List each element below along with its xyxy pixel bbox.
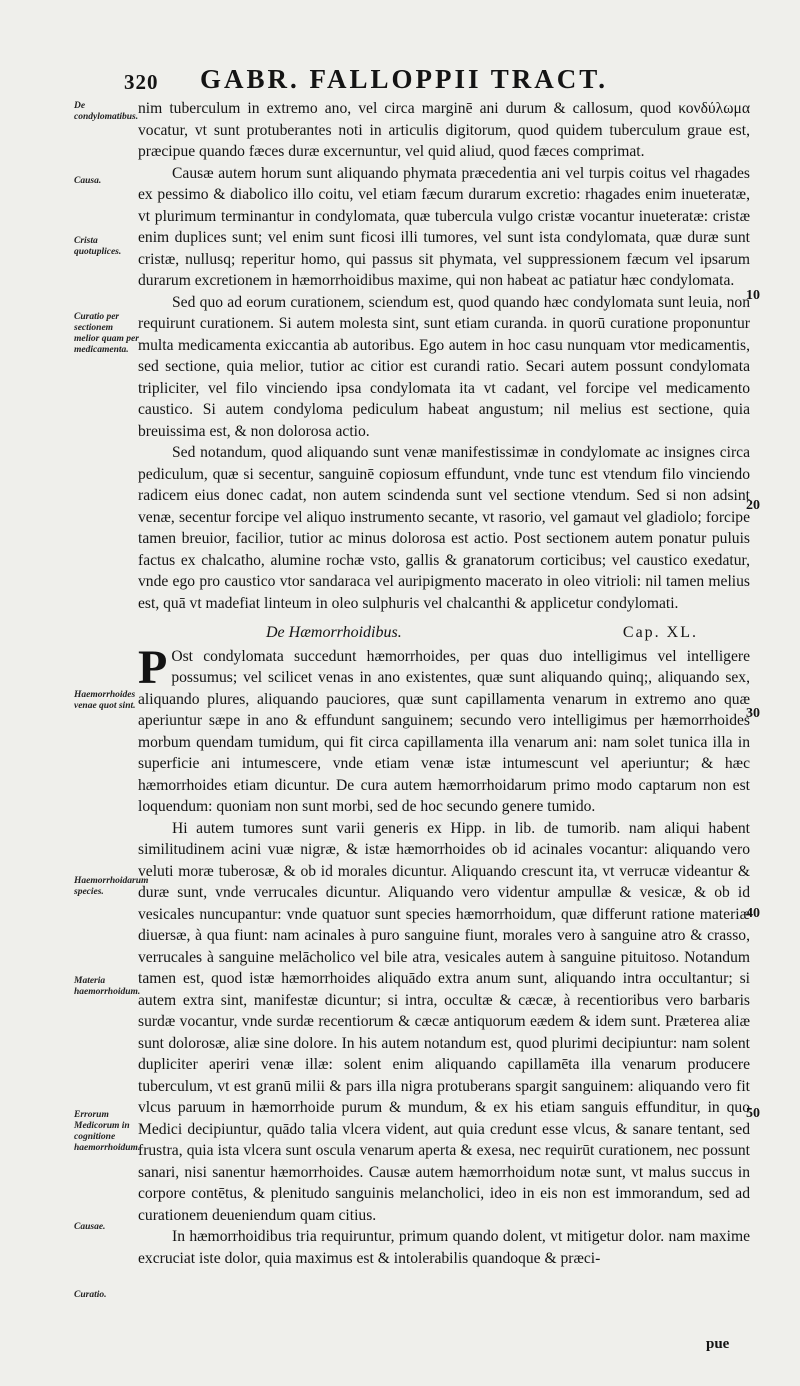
line-number: 50 (746, 1106, 760, 1121)
page-number: 320 (124, 70, 159, 94)
margin-note: Curatio per sectionem melior quam per medicamenta. (74, 312, 139, 355)
paragraph-text: Ost condylomata succedunt hæmorrhoides, per quas duo intelligimus vel intelligere possumus; vel scilicet venas in ano existentes, quæ sunt aliquando quinq;, aliquando sex, aliquando plures, aliquando pauciores, quæ sunt capillamenta venarum in extremo ano quæ aperiuntur sæpe in ano & effundunt sanguinem; secundo vero intelligimus per hæmorrhoides morbum quendam tumidum, qui fit circa capillamenta illa venarum ani: nam solet tunica illa in superficie ani intumescere, vnde etiam venæ istæ intumescunt vel aperiuntur; & hæc hæmorrhoides etiam dicuntur. De cura autem hæmorrhoidarum primo modo captarum non est loquendum: quoniam non sunt morbi, sed de hoc secundo genere tumido. (138, 647, 750, 815)
line-number: 40 (746, 906, 760, 921)
margin-note: Errorum Medicorum in cognitione haemorrhoidum. (74, 1110, 141, 1153)
catchword: pue (706, 1336, 730, 1352)
margin-note: De condylomatibus. (74, 101, 139, 122)
chapter-number: Cap. XL. (622, 624, 698, 641)
paragraph: Causæ autem horum sunt aliquando phymata præcedentia ani vel turpis coitus vel rhagades ex pessimo & diabolico illo coitu, vel etiam fæcum durarum excretio: rhagades enim inueteratæ, vt plurimum terminantur in condylomata, quæ tubercula vulgo cristæ vocantur inueteratæ: cristæ enim duplices sunt; vel enim sunt ficosi illi tumores, vel sunt ista condylomata, quæ duræ sunt cristæ, nullusq; reperitur homo, qui passus sit phymata, vel suppressionem fæcum vel ipsarum durarum excretionem in hæmorrhoidibus maxime, qui non habeat ac patiatur hæc condylomata. (138, 164, 750, 289)
chapter-title: De Hæmorrhoidibus. (266, 624, 402, 641)
paragraph: nim tuberculum in extremo ano, vel circa marginē ani durum & callosum, quod κονδύλωμα vocatur, vt sunt protuberantes noti in articulis digitorum, quod quidem tuberculum graue est, præcipue quando fæces duræ excernuntur, vel quid aliud, quod fæces comprimat. (138, 100, 750, 160)
margin-note: Materia haemorrhoidum. (74, 976, 141, 997)
line-number: 20 (746, 498, 760, 513)
chapter-heading (138, 622, 750, 644)
paragraph: In hæmorrhoidibus tria requiruntur, primum quando dolent, vt mitigetur dolor. nam maxime excruciat iste dolor, quia maximus est & intolerabilis quandoque & præci- (138, 1228, 750, 1267)
margin-note: Crista quotuplices. (74, 236, 122, 257)
margin-note: Causa. (74, 176, 102, 186)
margin-note: Haemorrhoidarum species. (74, 876, 149, 897)
margin-note: Haemorrhoides venae quot sint. (74, 690, 136, 711)
main-text (138, 98, 750, 1269)
paragraph: Sed quo ad eorum curationem, sciendum est, quod quando hæc condylomata sunt leuia, non requirunt curationem. Si autem molesta sint, sunt etiam curanda. in quorū curatione proponuntur multa medicamenta exiccantia ab autoribus. Ego autem in hoc casu nunquam vtor medicamentis, sed sectione, quia melior, tutior ac citior est curandi ratio. Secari autem possunt condylomata tripliciter, vel filo vinciendo ipsa condylomata ita vt cadant, vel forcipe vel medicamento caustico. Si autem condyloma pediculum habeat angustum; nil melius est sectione, quia breuissima est, & non dolorosa actio. (138, 293, 750, 440)
paragraph: Sed notandum, quod aliquando sunt venæ manifestissimæ in condylomate ac insignes circa pediculum, quæ si secentur, sanguinē copiosum effundunt, vnde tunc est vtendum filo vinciendo radicem eius donec cadat, non autem scindenda sunt vel sectione vtendum. Sed si non adsint venæ, secentur forcipe vel aliquo instrumento secante, vt rasorio, vel gamaut vel gladiolo; forcipe tamen breuior, facilior, tutior ac minus dolorosa est actio. Post sectionem autem ponatur puluis factus ex chalcatho, alumine rochæ vsto, gallis & granatorum corticibus; vel caustico exedatur, vnde ego pro caustico vtor sandaraca vel auripigmento macerato in oleo vitrioli: nil tamen melius est, quā vt madefiat linteum in oleo sulphuris vel chalcanthi & applicetur condylomati. (138, 444, 750, 612)
drop-cap: P (138, 640, 168, 694)
paragraph: Hi autem tumores sunt varii generis ex Hipp. in lib. de tumorib. nam aliqui habent similitudinem acini vuæ nigræ, & istæ hæmorrhoides ob id acinales vocantur: aliquando vero veluti moræ tuberosæ, & ob id morales dicuntur. Aliquando crescunt ita, vt verrucæ videantur & duræ sunt, vnde verrucales dicuntur. Aliquando vero videntur ampullæ & vesicæ, & ob id vesicales nuncupantur: vnde quatuor sunt species hæmorrhoidum, quæ differunt ratione materiæ diuersæ, à qua fiunt: nam acinales à puro sanguine fiunt, morales vero à sanguine atro & crasso, verrucales à sanguine melācholico vel bile atra, vesicales autem à sanguine pituitoso. Notandum tamen est, quod istæ hæmorrhoides aliquādo extra anum sunt, aliquando intra occultantur; si autem extra sint, manifestæ dicuntur; si intra, occultæ & cæcæ, à recentioribus vero barbaris surdæ vocantur, vnde surdæ recentiorum & cæcæ antiquorum eædem & idem sunt. Præterea aliæ sunt dolorosæ, aliæ sine dolore. In his autem notandum est, quod plurimi decipiuntur: nam solent dupliciter aperiri venæ illæ: solent enim aliquando capillamēta illa venarum producere tuberculum, vt est granū milii & pars illa nigra protuberans spargit sanguinem: aliquando vero fit vlcus paruum in hæmorrhoide purum & mundum, & ex his etiam sanguis effunditur, in quo Medici decipiuntur, quādo talia vlcera vident, aut quia credunt esse vlcus, & sanare tentant, sed frustra, quia ista vlcera sunt oscula venarum aperta & exesa, nec requirūt curationem, nec possunt sanari, nisi sanentur hæmorrhoides. Causæ autem hæmorrhoidum notæ sunt, vt malus succus in corpore contētus, & plenitudo sanguinis melancholici, ideo in eis non est immorandum, sed ad curationem deueniendum quam citius. (138, 819, 750, 1224)
paragraph (138, 640, 750, 818)
margin-note: Causae. (74, 1222, 106, 1232)
line-number: 10 (746, 288, 760, 303)
margin-note: Curatio. (74, 1290, 107, 1300)
line-number: 30 (746, 706, 760, 721)
page-header (0, 56, 800, 104)
running-title: GABR. FALLOPPII TRACT. (200, 64, 609, 94)
